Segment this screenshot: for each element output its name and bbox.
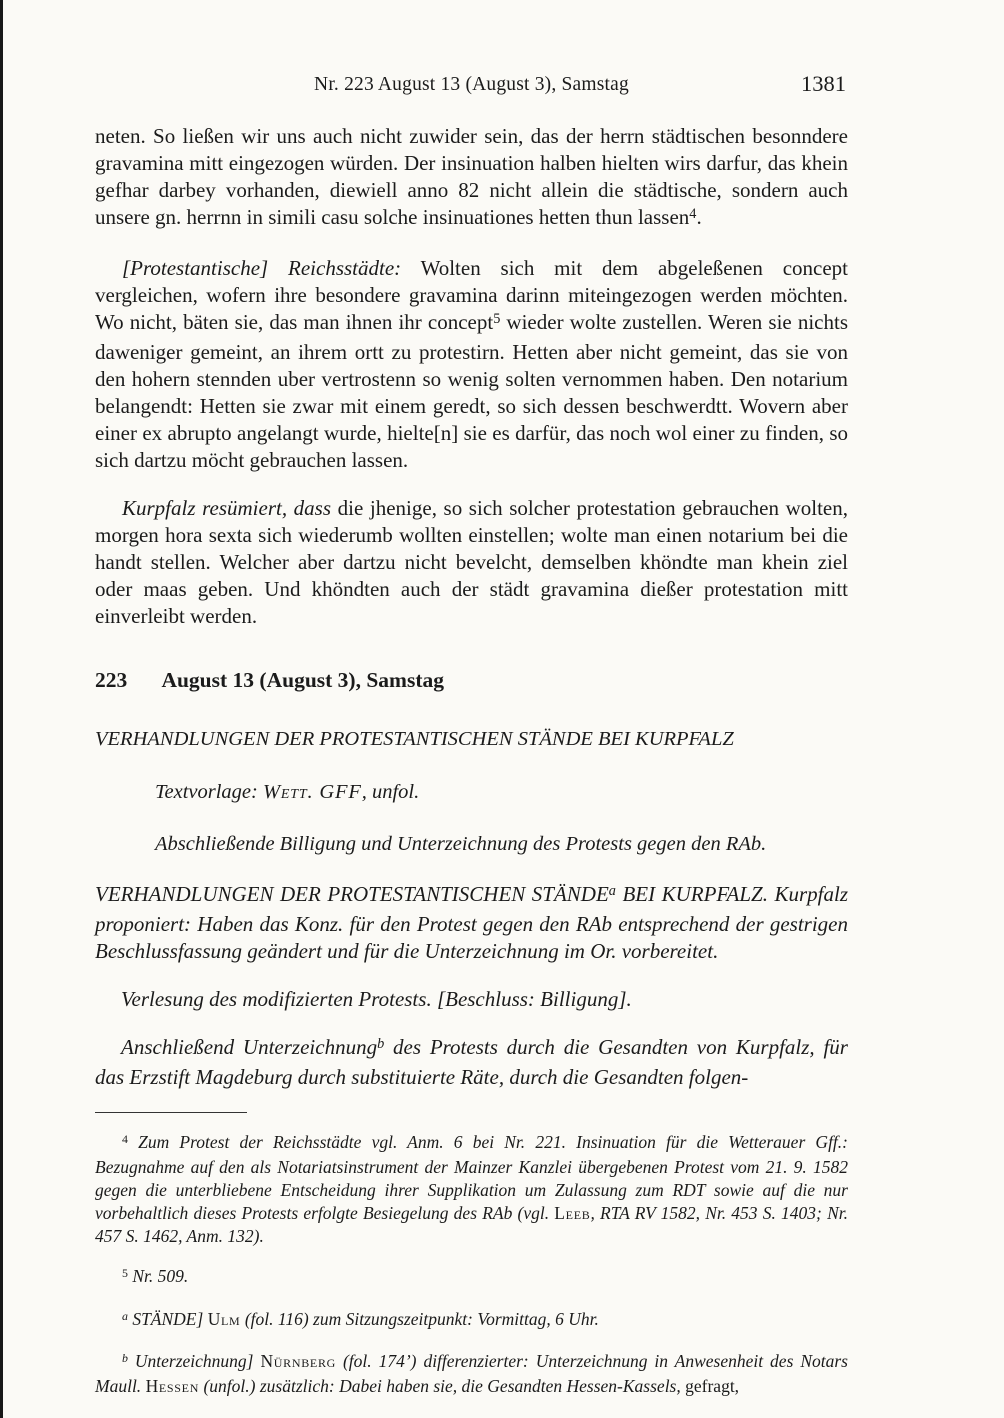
page-header — [95, 71, 848, 102]
textvorlage-line: Textvorlage: Wett. GFF, unfol. — [155, 780, 420, 803]
entry-number: 223 — [95, 668, 128, 692]
page-number: 1381 — [801, 71, 846, 96]
entry-doc-head — [95, 723, 848, 860]
regest-line: Abschließende Billigung und Unterzeichnung des Protests gegen den RAb. — [155, 833, 767, 855]
paragraph-reichsstaedte: [Protestantische] Reichsstädte: Wolten sich mit dem abgeleßenen concept vergleichen, wofern ihre besondere gravamina darinn miteingezogen werden möchten. Wo nicht, bäten sie, das man ihnen ihr concept$^5$ wieder wolte zustellen. Weren sie nichts daweniger gemeint, an ihrem ortt zu protestirn. Hetten aber nicht gemeint, das sie von den hohern stennden uber vertrostenn so wenig solten vernommen haben. Den notarium belangendt: Hetten sie zwar mit einem geredt, so sich dessen beschwerdtt. Wovern aber einer ex abrupto angelangt wurde, hielte[n] sie es darfür, das noch wol einer zu finden, so sich dartzu möcht gebrauchen lassen. — [95, 256, 848, 472]
footnote-5: $^5$ Nr. 509. — [122, 1266, 189, 1286]
running-header: Nr. 223 August 13 (August 3), Samstag — [314, 74, 629, 95]
apparatus-note-a: $^a$ STÄNDE] Ulm (fol. 116) zum Sitzungszeitpunkt: Vormittag, 6 Uhr. — [122, 1308, 599, 1329]
apparatus-note-b: $^b$ Unterzeichnung] Nürnberg (fol. 174’) differenzierter: Unterzeichnung in Anwesenheit des Notars Maull. Hessen (unfol.) zusätzlich: Dabei haben sie, die Gesandten Hessen-Kassels, gefragt, — [95, 1351, 848, 1396]
paragraph-continuation: neten. So ließen wir uns auch nicht zuwider sein, das der herrn städtischen besonndere gravamina mitt eingezogen würden. Der insinuation halben hielten wirs darfur, das khein gefhar darbey vorhanden, diewiell anno 82 nicht allein die städtische, sondern auch unsere gn. herrnn in simili casu solche insinuationes hetten thun lassen$^4$. — [95, 124, 848, 229]
entry-title: VERHANDLUNGEN DER PROTESTANTISCHEN STÄNDE BEI KURPFALZ — [95, 728, 734, 750]
anschliessend-paragraph: Anschließend Unterzeichnung$^b$ des Protests durch die Gesandten von Kurpfalz, für das Erzstift Magdeburg durch substituierte Räte, durch die Gesandten folgen- — [95, 1035, 848, 1089]
footnotes-area — [95, 1112, 848, 1398]
verlesung-line: Verlesung des modifizierten Protests. [Beschluss: Billigung]. — [121, 987, 632, 1011]
previous-entry-body — [95, 123, 848, 630]
paragraph-kurpfalz-resuemiert: Kurpfalz resümiert, dass die jhenige, so sich solcher protestation gebrauchen wolten, morgen hora sexta sich wiederumb wollten einstellen; wolte man einen notarium bei die handt stellen. Welcher aber dartzu nicht bevelcht, demselben khöndte man khein ziel oder maas geben. Und khöndten auch der städt gravamina dießer protestation mitt einverleibt werden. — [95, 496, 848, 628]
entry-date: August 13 (August 3), Samstag — [161, 668, 444, 692]
apparatus-area — [95, 1308, 848, 1399]
footnote-rule — [95, 1112, 247, 1113]
summary-paragraph: VERHANDLUNGEN DER PROTESTANTISCHEN STÄNDE$^a$ BEI KURPFALZ. Kurpfalz proponiert: Haben das Konz. für den Protest gegen den RAb entsprechend der gestrigen Beschlussfassung geändert und für die Unterzeichnung im Or. vorbereitet. — [95, 882, 848, 963]
entry-heading — [95, 668, 848, 693]
scan-edge — [0, 0, 3, 1418]
entry-summary — [95, 881, 848, 1091]
footnote-4: $^4$ Zum Protest der Reichsstädte vgl. Anm. 6 bei Nr. 221. Insinuation für die Wetterauer Gff.: Bezugnahme auf den als Notariatsinstrument der Mainzer Kanzlei übergebenen Protest vom 21. 9. 1582 gegen die unterbliebene Entscheidung ihrer Supplikation um Zulassung zum RDT sowie auf die nur vorbehaltlich dieses Protests erfolgte Besiegelung des RAb (vgl. Leeb, RTA RV 1582, Nr. 453 S. 1403; Nr. 457 S. 1462, Anm. 132). — [95, 1131, 848, 1246]
page-content — [95, 0, 848, 1416]
